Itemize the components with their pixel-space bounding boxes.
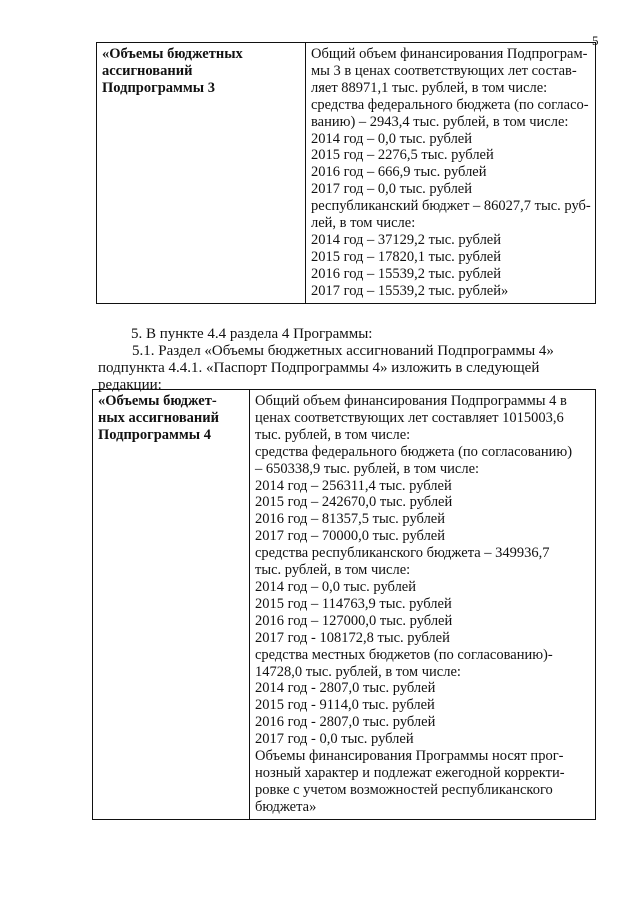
label-line: ных ассигнований — [98, 409, 219, 426]
content-line: 2017 год - 0,0 тыс. рублей — [255, 731, 414, 748]
paragraph-line: редакции: — [98, 377, 162, 393]
table-2-label-cell — [93, 390, 250, 820]
content-line: Общий объем финансирования Подпрограммы 4 в — [255, 393, 567, 409]
content-line: 2016 год - 2807,0 тыс. рублей — [255, 714, 436, 731]
content-line: средства федерального бюджета (по согласованию) — [255, 443, 573, 460]
content-line: средства федерального бюджета (по согласо- — [311, 96, 589, 113]
content-line: средства республиканского бюджета – 349936,7 — [255, 545, 550, 562]
page-number: 5 — [592, 33, 599, 48]
table-row — [97, 43, 596, 304]
content-line: Общий объем финансирования Подпрограм- — [311, 46, 588, 62]
content-line: Объемы финансирования Программы носят прог- — [255, 748, 564, 765]
label-line: ассигнований — [102, 62, 193, 79]
content-line: 2015 год - 9114,0 тыс. рублей — [255, 697, 435, 714]
content-line: средства местных бюджетов (по согласованию)- — [255, 646, 553, 663]
content-line: 2015 год – 242670,0 тыс. рублей — [255, 494, 453, 511]
content-line: 2015 год – 114763,9 тыс. рублей — [255, 595, 452, 612]
content-line: тыс. рублей, в том числе: — [255, 426, 411, 443]
content-line: лей, в том числе: — [311, 215, 416, 232]
paragraph-line: подпункта 4.4.1. «Паспорт Подпрограммы 4» изложить в следующей — [98, 360, 540, 376]
content-line: бюджета» — [255, 798, 317, 815]
content-line: 2016 год – 15539,2 тыс. рублей — [311, 265, 502, 282]
label-line: Подпрограммы 4 — [98, 426, 211, 443]
content-line: 14728,0 тыс. рублей, в том числе: — [255, 663, 461, 680]
content-line: 2017 год – 0,0 тыс. рублей — [311, 181, 473, 198]
table-2-content-cell — [250, 390, 596, 820]
content-line: 2016 год – 127000,0 тыс. рублей — [255, 612, 453, 629]
content-line: 2017 год – 15539,2 тыс. рублей» — [311, 282, 509, 299]
paragraph-line: 5.1. Раздел «Объемы бюджетных ассигнований Подпрограммы 4» — [132, 343, 554, 359]
content-line: 2014 год – 256311,4 тыс. рублей — [255, 477, 452, 494]
content-line: 2015 год – 2276,5 тыс. рублей — [311, 147, 494, 164]
content-line: 2017 год – 70000,0 тыс. рублей — [255, 528, 446, 545]
subprogram-3-budget-table — [96, 42, 596, 304]
table-row — [93, 390, 596, 820]
paragraph-section-5: 5. В пункте 4.4 раздела 4 Программы: — [131, 326, 373, 342]
content-line: 2014 год – 37129,2 тыс. рублей — [311, 231, 502, 248]
paragraph-section-5-1 — [98, 343, 596, 394]
content-line: мы 3 в ценах соответствующих лет состав- — [311, 62, 577, 79]
subprogram-4-budget-table — [92, 389, 596, 820]
content-line: 2016 год – 666,9 тыс. рублей — [311, 164, 487, 181]
content-line: республиканский бюджет – 86027,7 тыс. руб- — [311, 198, 591, 215]
content-line: 2015 год – 17820,1 тыс. рублей — [311, 248, 502, 265]
content-line: 2014 год – 0,0 тыс. рублей — [255, 578, 417, 595]
label-line: Подпрограммы 3 — [102, 79, 215, 96]
content-line: тыс. рублей, в том числе: — [255, 562, 411, 579]
content-line: 2016 год – 81357,5 тыс. рублей — [255, 511, 446, 528]
content-line: – 650338,9 тыс. рублей, в том числе: — [255, 460, 480, 477]
content-line: ровке с учетом возможностей республиканского — [255, 781, 553, 798]
table-1-label-cell — [97, 43, 306, 304]
content-line: 2014 год – 0,0 тыс. рублей — [311, 130, 473, 147]
content-line: ценах соответствующих лет составляет 1015003,6 — [255, 409, 564, 426]
label-line: «Объемы бюджетных — [102, 46, 243, 62]
content-line: 2014 год - 2807,0 тыс. рублей — [255, 680, 436, 697]
table-1-content-cell — [306, 43, 596, 304]
content-line: нозный характер и подлежат ежегодной корректи- — [255, 764, 565, 781]
content-line: ляет 88971,1 тыс. рублей, в том числе: — [311, 79, 548, 96]
content-line: 2017 год - 108172,8 тыс. рублей — [255, 629, 450, 646]
label-line: «Объемы бюджет- — [98, 393, 217, 409]
content-line: ванию) – 2943,4 тыс. рублей, в том числе: — [311, 113, 569, 130]
